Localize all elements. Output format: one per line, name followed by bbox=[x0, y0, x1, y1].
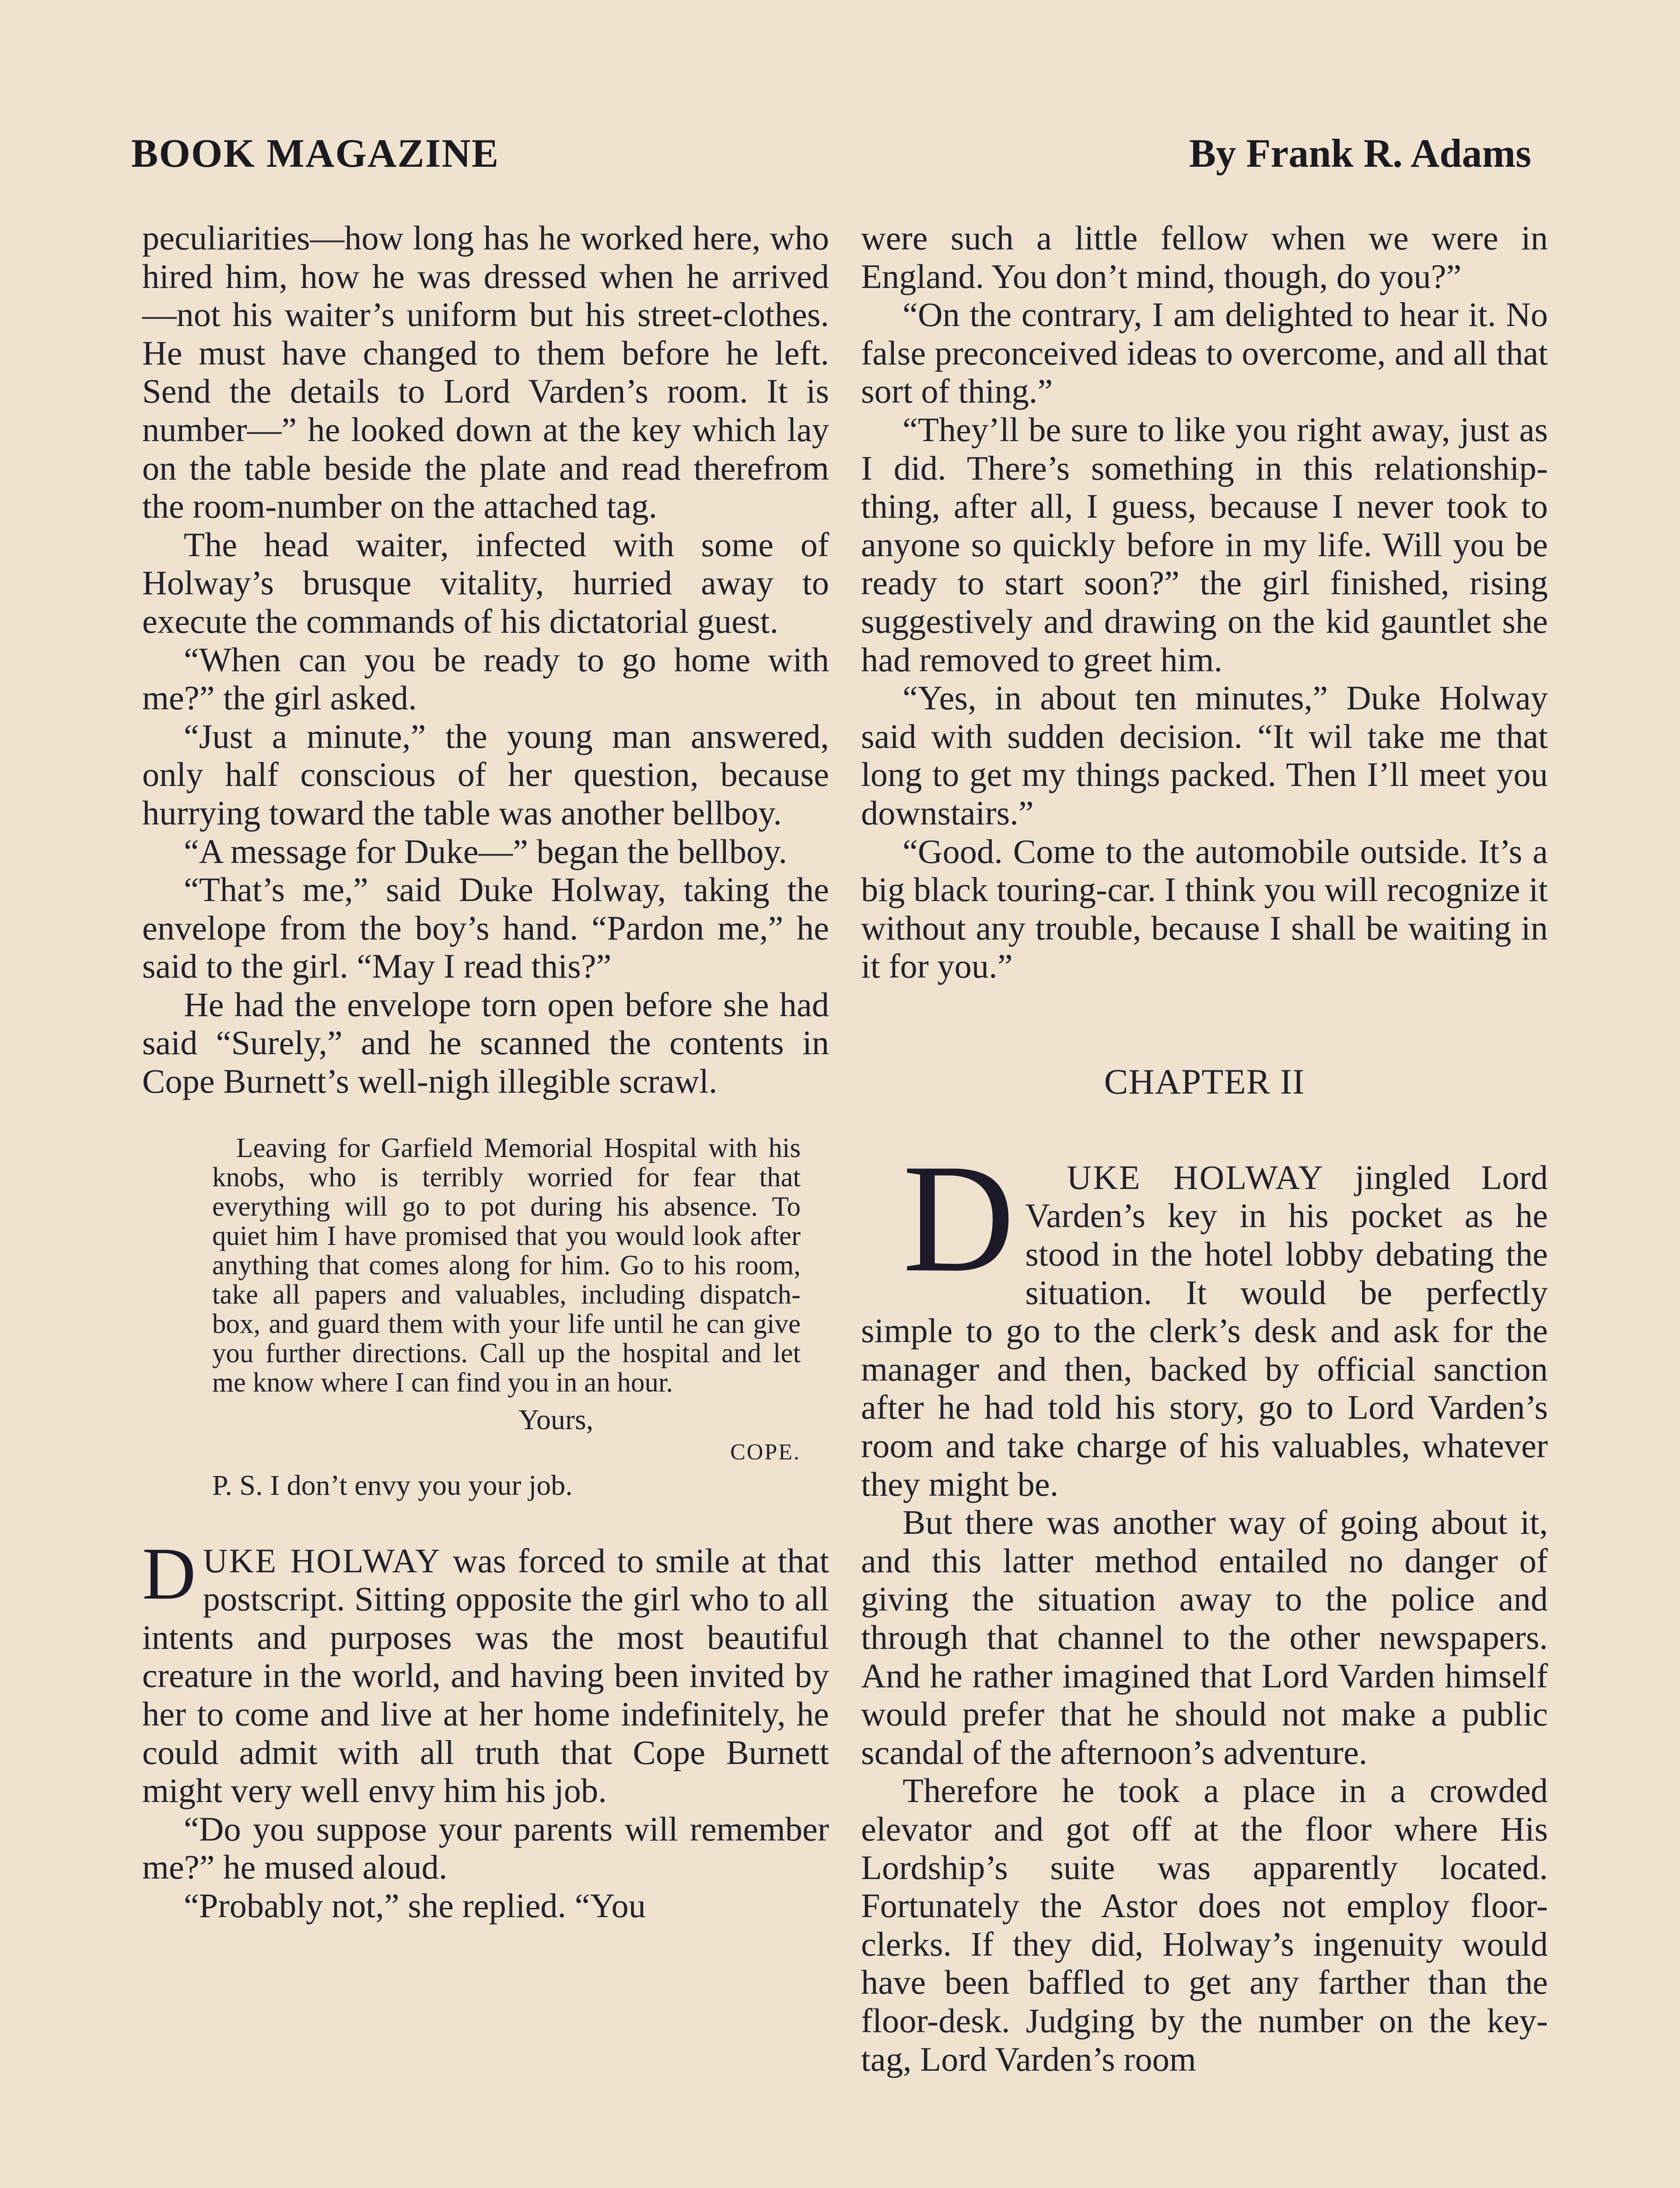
paragraph: But there was another way of going about it, and this latter method entailed no danger of giving the situation away to the police and through that channel to the other newspapers. And he rather imagined that Lord Varden himself would prefer that he should not make a public scandal of the afternoon’s adventure. bbox=[861, 1503, 1548, 1771]
paragraph: “Probably not,” she replied. “You bbox=[184, 1886, 646, 1925]
paragraph: “On the contrary, I am delighted to hear it. No false preconceived ideas to overcome, and all that sort of thing.” bbox=[861, 295, 1548, 410]
running-header bbox=[131, 127, 1531, 179]
paragraph: Therefore he took a place in a crowded elevator and got off at the floor where His Lordship’s suite was apparently located. Fortunately the Astor does not employ floor-clerks. If they did, Holway’s ingenuity would have been baffled to get any farther than the floor-desk. Judging by the number on the key-tag, Lord Varden’s room bbox=[861, 1771, 1548, 2078]
letter-postscript: P. S. I don’t envy you your job. bbox=[212, 1469, 573, 1501]
letter-closing: Yours, bbox=[518, 1403, 594, 1436]
paragraph: “Yes, in about ten minutes,” Duke Holway said with sudden decision. “It wil take me that long to get my things packed. Then I’ll meet you downstairs.” bbox=[861, 679, 1548, 832]
lead-words: UKE HOLWAY bbox=[203, 1541, 441, 1580]
paragraph: “They’ll be sure to like you right away, just as I did. There’s something in this relationship-thing, after all, I guess, because I never took to anyone so quickly before in my life. Will you be ready to start soon?” the girl finished, rising suggestively and drawing on the kid gauntlet she had removed to greet him. bbox=[861, 410, 1548, 679]
left-column bbox=[142, 219, 829, 1925]
letter-signature: COPE. bbox=[730, 1439, 801, 1465]
paragraph-text: was forced to smile at that postscript. Sitting opposite the girl who to all intents and purposes was the most beautiful creature in the world, and having been invited by her to come and live at her home indefinitely, he could admit with all truth that Cope Burnett might very well envy him his job. bbox=[142, 1541, 830, 1810]
drop-cap: D bbox=[903, 1132, 1015, 1304]
paragraph: peculiarities—how long has he worked here, who hired him, how he was dressed when he arrived—not his waiter’s uniform but his street-clothes. He must have changed to them before he left. Send the details to Lord Varden’s room. It is number—” he looked down at the key which lay on the table beside the plate and read therefrom the room-number on the attached tag. bbox=[142, 219, 829, 526]
paragraph-text: jingled Lord Varden’s key in his pocket as he stood in the hotel lobby debating the situation. It would be perfectly simple to go to the clerk’s desk and ask for the manager and then, backed by official sanction after he had told his story, go to Lord Varden’s room and take charge of his valuables, whatever they might be. bbox=[861, 1158, 1548, 1503]
paragraph: The head waiter, infected with some of Holway’s brusque vitality, hurried away to execute the commands of his dictatorial guest. bbox=[142, 525, 829, 640]
chapter-first-paragraph bbox=[861, 1132, 1548, 1503]
paragraph: He had the envelope torn open before she had said “Surely,” and he scanned the contents in Cope Burnett’s well-nigh illegible scrawl. bbox=[142, 985, 829, 1101]
paragraph: were such a little fellow when we were in England. You don’t mind, though, do you?” bbox=[861, 219, 1548, 295]
drop-cap: D bbox=[142, 1532, 196, 1615]
telegram-letter bbox=[212, 1133, 801, 1502]
right-column bbox=[861, 219, 1548, 2078]
section-first-paragraph bbox=[142, 1532, 830, 1810]
chapter-heading: CHAPTER II bbox=[1104, 1061, 1305, 1101]
letter-signature-block bbox=[212, 1403, 801, 1502]
letter-body: Leaving for Garfield Memorial Hospital with his knobs, who is terribly worried for fear that everything will go to pot during his absence. To quiet him I have promised that you would look after anything that comes along for him. Go to his room, take all papers and valuables, including dispatch-box, and guard them with your life until he can give you further directions. Call up the hospital and let me know where I can find you in an hour. bbox=[212, 1132, 801, 1398]
paragraph: “A message for Duke—” began the bellboy. bbox=[184, 832, 788, 870]
paragraph: “Good. Come to the automobile outside. It’s a big black touring-car. I think you will recognize it without any trouble, because I shall be waiting in it for you.” bbox=[861, 832, 1548, 985]
paragraph: “Do you suppose your parents will remember me?” he mused aloud. bbox=[142, 1809, 829, 1886]
section-break bbox=[142, 1532, 830, 1925]
paragraph: “When can you be ready to go home with me?” the girl asked. bbox=[142, 640, 829, 717]
lead-words: UKE HOLWAY bbox=[1067, 1158, 1324, 1196]
magazine-title: BOOK MAGAZINE bbox=[131, 131, 500, 175]
paragraph: “That’s me,” said Duke Holway, taking the envelope from the boy’s hand. “Pardon me,” he said to the girl. “May I read this?” bbox=[142, 870, 829, 985]
paragraph: “Just a minute,” the young man answered, only half conscious of her question, because hurrying toward the table was another bellboy. bbox=[142, 717, 829, 832]
author-byline: By Frank R. Adams bbox=[1189, 131, 1531, 175]
